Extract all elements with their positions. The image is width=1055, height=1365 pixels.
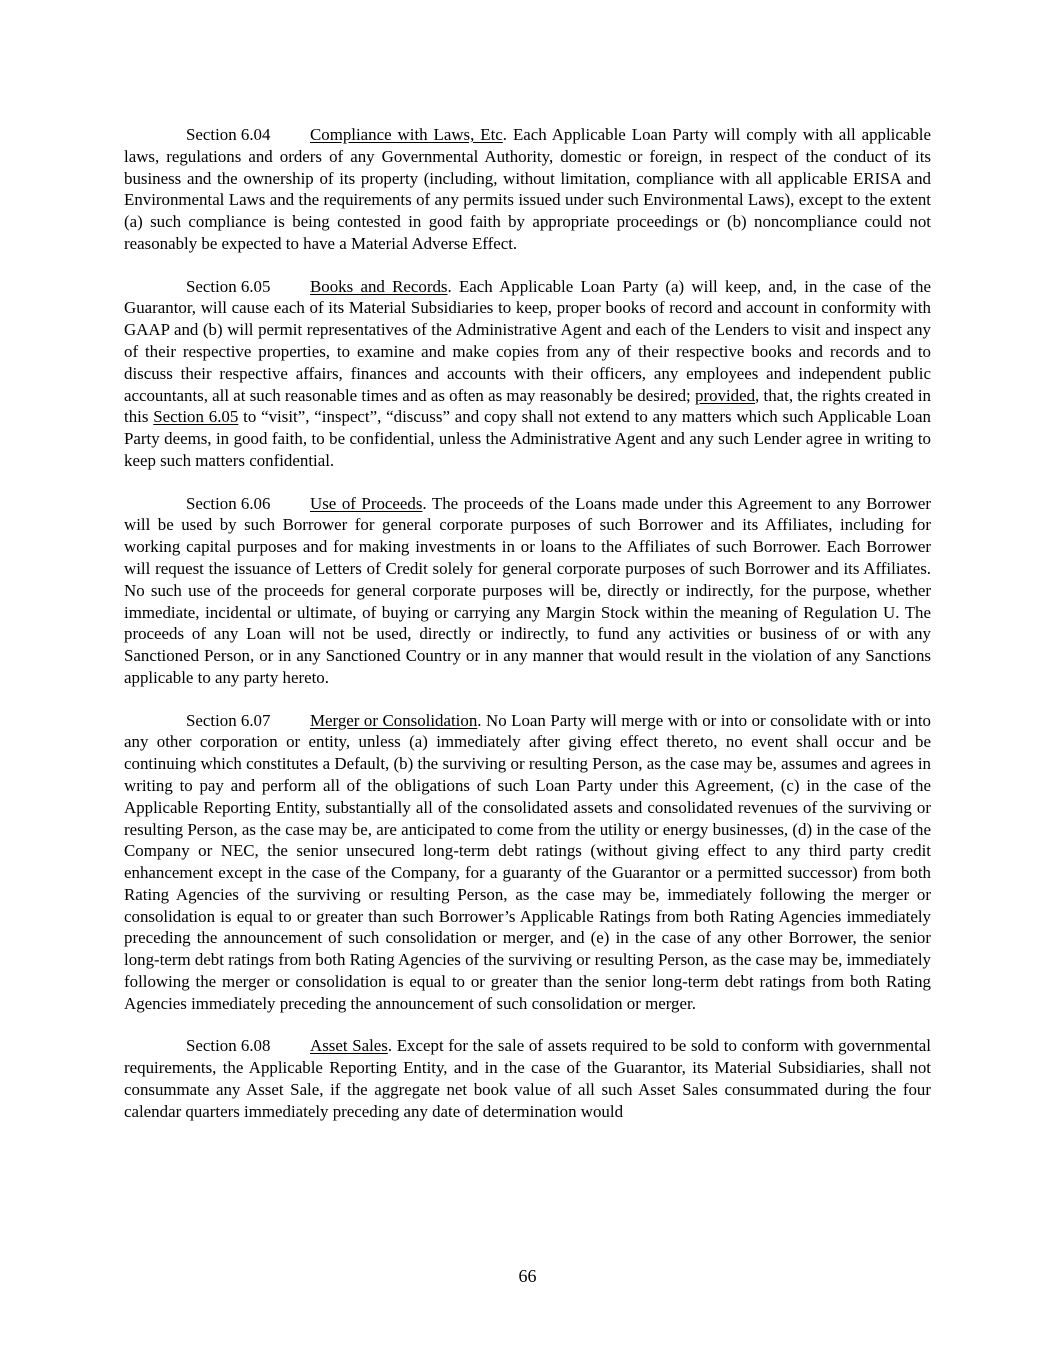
- section-body: . Each Applicable Loan Party (a) will keep, and, in the case of the Guarantor, will cause each of its Material Subsidiaries to keep, proper books of record and account in conformity with GAAP and (b) will permit representatives of the Administrative Agent and each of the Lenders to visit and inspect any of their respective properties, to examine and make copies from any of their respective books and records and to discuss their respective affairs, finances and accounts with their officers, any employees and independent public accountants, all at such reasonable times and as often as may reasonably be desired;: [124, 276, 931, 405]
- section-number: Section 6.04: [186, 125, 271, 144]
- page-number: 66: [518, 1266, 537, 1286]
- section-6-04: [124, 124, 931, 255]
- section-body: . Except for the sale of assets required to be sold to conform with governmental requirements, the Applicable Reporting Entity, and in the case of the Guarantor, its Material Subsidiaries, shall not consummate any Asset Sale, if the aggregate net book value of all such Asset Sales consummated during the four calendar quarters immediately preceding any date of determination would: [124, 1036, 932, 1121]
- section-6-06: [124, 493, 931, 689]
- section-number: Section 6.06: [186, 493, 271, 513]
- section-title: Merger or Consolidation: [310, 710, 478, 730]
- section-body: , that, the rights created in this: [124, 385, 932, 427]
- provided-term: provided: [695, 385, 756, 405]
- section-body: . The proceeds of the Loans made under this Agreement to any Borrower will be used by such Borrower for general corporate purposes of such Borrower and its Affiliates, including for working capital purposes and for making investments in or loans to the Affiliates of such Borrower. Each Borrower will request the issuance of Letters of Credit solely for general corporate purposes of such Borrower and its Affiliates. No such use of the proceeds for general corporate purposes will be, directly or indirectly, for the purpose, whether immediate, incidental or ultimate, of buying or carrying any Margin Stock within the meaning of Regulation U. The proceeds of any Loan will not be used, directly or indirectly, to fund any activities or business of or with any Sanctioned Person, or in any Sanctioned Country or in any manner that would result in the violation of any Sanctions applicable to any party hereto.: [124, 493, 931, 687]
- section-number: Section 6.07: [186, 710, 271, 730]
- section-body: . No Loan Party will merge with or into or consolidate with or into any other corporation or entity, unless (a) immediately after giving effect thereto, no event shall occur and be continuing which constitutes a Default, (b) the surviving or resulting Person, as the case may be, assumes and agrees in writing to pay and perform all of the obligations of such Loan Party under this Agreement, (c) in the case of the Applicable Reporting Entity, substantially all of the consolidated assets and consolidated revenues of the surviving or resulting Person, as the case may be, are anticipated to come from the utility or energy businesses, (d) in the case of the Company or NEC, the senior unsecured long-term debt ratings (without giving effect to any third party credit enhancement except in the case of the Company, for a guaranty of the Guarantor or a permitted successor) from both Rating Agencies of the surviving or resulting Person, as the case may be, immediately following the merger or consolidation is equal to or greater than such Borrower’s Applicable Ratings from both Rating Agencies immediately preceding the announcement of such consolidation or merger, and (e) in the case of any other Borrower, the senior long-term debt ratings from both Rating Agencies of the surviving or resulting Person, as the case may be, immediately following the merger or consolidation is equal to or greater than the senior long-term debt ratings from both Rating Agencies immediately preceding the announcement of such consolidation or merger.: [124, 710, 931, 1013]
- section-6-07: [124, 710, 931, 1015]
- section-cross-reference: Section 6.05: [153, 407, 239, 427]
- section-number: Section 6.05: [186, 276, 271, 296]
- section-title: Books and Records: [310, 276, 448, 296]
- section-body: to “visit”, “inspect”, “discuss” and copy shall not extend to any matters which such Applicable Loan Party deems, in good faith, to be confidential, unless the Administrative Agent and any such Lender agree in writing to keep such matters confidential.: [124, 407, 931, 470]
- section-title: Asset Sales: [310, 1036, 388, 1056]
- section-body: . Each Applicable Loan Party will comply with all applicable laws, regulations and orders of any Governmental Authority, domestic or foreign, in respect of the conduct of its business and the ownership of its property (including, without limitation, compliance with all applicable ERISA and Environmental Laws and the requirements of any permits issued under such Environmental Laws), except to the extent (a) such compliance is being contested in good faith by appropriate proceedings or (b) noncompliance could not reasonably be expected to have a Material Adverse Effect.: [124, 125, 931, 253]
- section-number: Section 6.08: [186, 1036, 271, 1056]
- section-6-05: [124, 276, 931, 472]
- document-page: [124, 124, 931, 1143]
- section-title: Compliance with Laws, Etc: [310, 125, 503, 144]
- section-title: Use of Proceeds: [310, 493, 423, 513]
- section-6-08: [124, 1035, 931, 1122]
